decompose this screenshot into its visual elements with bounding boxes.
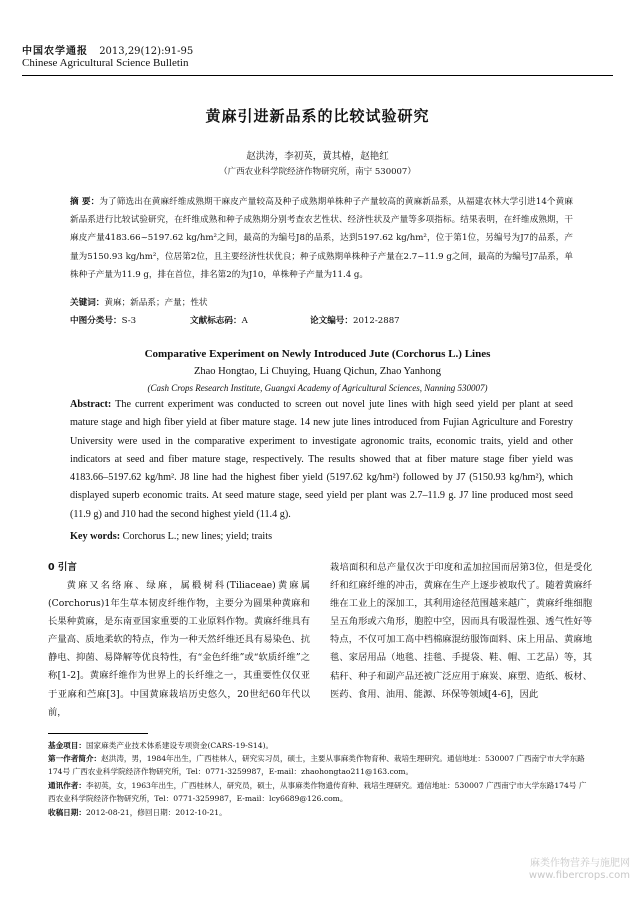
footnote-rule: [48, 733, 148, 734]
article-label: 论文编号：: [310, 316, 353, 326]
footnote-label: 基金项目：: [48, 741, 86, 750]
body-column-left: 黄麻又名络麻、绿麻，属椴树科(Tiliaceae)黄麻属(Corchorus)1年生草本韧皮纤维作物，主要分为圆果种黄麻和长果种黄麻，是东南亚国家重要的工业原料作物。黄麻纤维具有产量高、质地柔软的特点，作为一种天然纤维还具有易染色、抗静电、抑菌、易降解等优良特性，有“金色纤维”或“软质纤维”之称[1-2]。黄麻纤维作为世界上的长纤维之一，其重要性仅仅亚于亚麻和苎麻[3]。中国黄麻栽培历史悠久，20世纪60年代以前，: [48, 580, 310, 718]
doc-label: 文献标志码：: [190, 316, 242, 326]
affiliation-en: (Cash Crops Research Institute, Guangxi Academy of Agricultural Sciences, Nanning 530007): [147, 383, 488, 393]
keywords-en: [70, 531, 272, 542]
journal-name-en: Chinese Agricultural Science Bulletin: [22, 57, 189, 69]
footnote-funding: [48, 739, 593, 752]
footnote-text: 赵洪涛，男，1984年出生，广西桂林人，研究实习员，硕士，主要从事麻类作物育种、栽培生理研究。通信地址：530007 广西南宁市大学东路174号 广西农业科学院经济作物研究所，Tel：0771-3259987，E-mail：zhaohongtao211@163.com。: [48, 754, 585, 777]
footnote-label: 通讯作者：: [48, 781, 86, 790]
header-rule: [22, 75, 613, 76]
article-value: 2012-2887: [352, 316, 400, 326]
footnote-label: 第一作者简介：: [48, 754, 102, 763]
footnote-corresponding-author: [48, 779, 593, 805]
keywords-cn: [70, 296, 208, 308]
abstract-cn-text: 为了筛选出在黄麻纤维成熟期干麻皮产量较高及种子成熟期单株种子产量较高的黄麻新品系，从福建农林大学引进14个黄麻新品系进行比较试验研究，在纤维成熟和种子成熟期分别考查农艺性状、经济性状及产量等多项指标。结果表明，在纤维成熟期，干麻皮产量4183.66~5197.62 kg/hm²之间，最高的为编号J8的品系，达到5197.62 kg/hm²，位于第1位，另编号为J7的品系，产量为5150.93 kg/hm²，位居第2位，且主要经济性状优良；种子成熟期单株种子产量在2.7~11.9 g之间，最高的为编号J7品系，单株种子产量为11.9 g，排在首位，排名第2的为J10，单株种子产量为11.4 g。: [70, 197, 573, 280]
paper-title-en: Comparative Experiment on Newly Introduced Jute (Corchorus L.) Lines: [144, 348, 491, 360]
clc-value: S-3: [121, 316, 137, 326]
footnote-label: 收稿日期：: [48, 808, 86, 817]
article-number: [310, 314, 400, 326]
footnote-text: 2012-08-21，修回日期：2012-10-21。: [85, 808, 227, 817]
body-column-right: 栽培面积和总产量仅次于印度和孟加拉国而居第3位，但是受化纤和红麻纤维的冲击，黄麻在生产上逐步被取代了。随着黄麻纤维在工业上的深加工，其利用途径范围越来越广，黄麻纤维细胞呈五角形或六角形，胞腔中空，因而具有吸湿性强、透气性好等特点，不仅可加工高中档棉麻混纺服饰面料、床上用品、黄麻地毯、家居用品（地毯、挂毯、手提袋、鞋、帽、工艺品）等，其秸秆、种子和副产品还被广泛应用于麻炭、麻塑、造纸、板材、医药、食用、油用、能源、环保等领域[4-6]，因此: [330, 562, 592, 700]
citation: 2013,29(12):91-95: [99, 46, 194, 57]
watermark-line1: 麻类作物营养与施肥网: [530, 858, 630, 869]
doc-code: [190, 314, 248, 326]
clc-number: [70, 314, 136, 326]
watermark: [470, 858, 630, 882]
doc-value: A: [241, 316, 248, 326]
authors-cn: 赵洪涛，李初英，黄其椿，赵艳红: [246, 151, 389, 162]
authors-en: Zhao Hongtao, Li Chuying, Huang Qichun, Zhao Yanhong: [193, 366, 442, 377]
footnote-first-author: [48, 752, 593, 778]
paper-title-cn: 黄麻引进新品系的比较试验研究: [205, 107, 430, 125]
running-header: [22, 42, 193, 57]
abstract-cn-label: 摘 要：: [70, 197, 100, 207]
journal-name-cn: 中国农学通报: [22, 46, 88, 57]
footnote-text: 国家麻类产业技术体系建设专项资金(CARS-19-S14)。: [85, 741, 274, 750]
footnote-text: 李初英，女，1963年出生，广西桂林人，研究员，硕士，从事麻类作物遗传育种、栽培生理研究。通信地址：530007 广西南宁市大学东路174号 广西农业科学院经济作物研究所，Tel：0771-3259987，E-mail：lcy6689@126.com。: [48, 781, 587, 804]
affiliation-cn: （广西农业科学院经济作物研究所，南宁 530007）: [219, 167, 416, 177]
abstract-cn: [70, 193, 573, 284]
footnote-dates: [48, 806, 593, 819]
watermark-line2: www.fibercrops.com: [528, 870, 630, 881]
abstract-en-label: Abstract:: [70, 399, 112, 410]
clc-label: 中图分类号：: [70, 316, 122, 326]
keywords-cn-label: 关键词：: [70, 298, 105, 308]
abstract-en-text: The current experiment was conducted to screen out novel jute lines with high seed yield per plant at seed mature stage and high fiber yield at fiber mature stage. 14 new jute lines introduced from Fujian Agriculture and Forestry University were used in the comparative experiment to investigate agronomic traits, economic traits, yield and other indicators at seed and fiber mature stage, respectively. The results showed that at fiber mature stage fiber yield was 4183.66–5197.62 kg/hm². J8 line had the highest fiber yield (5197.62 kg/hm²) followed by J7 (5150.93 kg/hm²), which displayed superb economic traits. At seed mature stage, seed yield per plant was 2.7–11.9 g. J7 line produced most seed (11.9 g) and J10 had the second highest yield (11.4 g).: [70, 399, 573, 520]
keywords-cn-text: 黄麻；新品系；产量；性状: [104, 298, 208, 308]
section-heading-intro: 0 引言: [48, 562, 77, 573]
keywords-en-label: Key words:: [70, 531, 121, 542]
keywords-en-text: Corchorus L.; new lines; yield; traits: [122, 531, 273, 542]
abstract-en: [70, 396, 573, 524]
